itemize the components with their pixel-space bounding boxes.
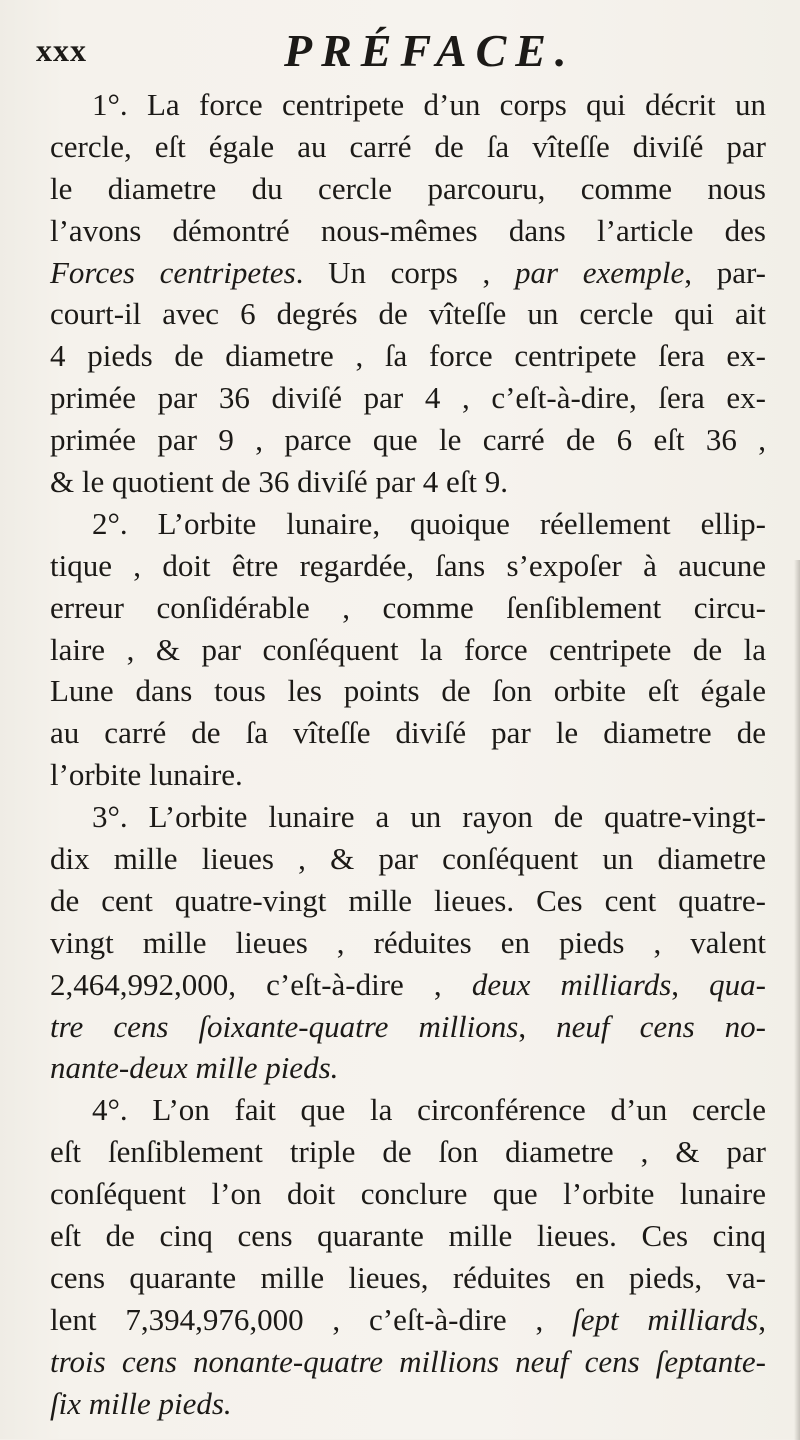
text-line	[50, 670, 766, 712]
text-line	[50, 1006, 766, 1048]
text-segment: Lune dans tous les points de ſon orbite eſt égale	[50, 673, 766, 709]
text-line	[50, 1341, 766, 1383]
italic-text: qua-	[709, 966, 766, 1002]
text-segment: ,	[671, 966, 710, 1002]
text-line	[50, 1383, 766, 1425]
italic-text: ſept milliards	[572, 1301, 759, 1337]
text-line	[50, 210, 766, 252]
text-segment: l’orbite lunaire.	[50, 757, 243, 793]
text-line	[50, 293, 766, 335]
text-line	[50, 545, 766, 587]
page-edge-shadow	[794, 560, 800, 1440]
text-segment: eſt ſenſiblement triple de ſon diametre , & par	[50, 1134, 766, 1170]
text-line	[50, 880, 766, 922]
running-head	[36, 18, 764, 78]
text-segment: au carré de ſa vîteſſe diviſé par le diametre de	[50, 715, 766, 751]
text-line	[50, 629, 766, 671]
text-line	[50, 838, 766, 880]
text-segment: tique , doit être regardée, ſans s’expoſer à aucune	[50, 547, 766, 583]
page-title: PRÉFACE.	[284, 25, 576, 76]
text-line	[50, 461, 766, 503]
text-segment: laire , & par conſéquent la force centripete de la	[50, 631, 766, 667]
text-segment: vingt mille lieues , réduites en pieds , valent	[50, 924, 766, 960]
text-segment: conſéquent l’on doit conclure que l’orbite lunaire	[50, 1176, 766, 1212]
italic-text: nante-deux mille pieds.	[50, 1050, 339, 1086]
text-line	[50, 922, 766, 964]
text-line	[50, 1257, 766, 1299]
text-segment: , par-	[684, 254, 766, 290]
text-segment: dix mille lieues , & par conſéquent un diametre	[50, 841, 766, 877]
text-segment: eſt de cinq cens quarante mille lieues. Ces cinq	[50, 1218, 766, 1254]
text-segment: primée par 9 , parce que le carré de 6 eſt 36 ,	[50, 422, 766, 458]
text-line	[50, 587, 766, 629]
text-segment: 4°. L’on fait que la circonférence d’un cercle	[92, 1092, 766, 1128]
text-line	[50, 712, 766, 754]
text-segment: . Un corps ,	[295, 254, 515, 290]
text-line	[50, 419, 766, 461]
text-line	[50, 964, 766, 1006]
italic-text: par exemple	[514, 254, 685, 290]
text-line	[50, 1089, 766, 1131]
italic-text: deux milliards	[471, 966, 672, 1002]
text-segment: le diametre du cercle parcouru, comme nous	[50, 170, 766, 206]
text-segment: ,	[758, 1301, 766, 1337]
text-line	[50, 126, 766, 168]
text-segment: 3°. L’orbite lunaire a un rayon de quatre-vingt-	[92, 799, 766, 835]
text-segment: 4 pieds de diametre , ſa force centripete ſera ex-	[50, 338, 766, 374]
text-line	[50, 503, 766, 545]
text-segment: 1°. La force centripete d’un corps qui décrit un	[92, 87, 766, 122]
text-line	[50, 1215, 766, 1257]
text-segment: 2°. L’orbite lunaire, quoique réellement ellip-	[92, 505, 766, 541]
text-segment: cercle, eſt égale au carré de ſa vîteſſe diviſé par	[50, 128, 766, 164]
text-segment: 2,464,992,000, c’eſt-à-dire ,	[50, 966, 472, 1002]
text-segment: lent 7,394,976,000 , c’eſt-à-dire ,	[50, 1301, 573, 1337]
text-line	[50, 1047, 766, 1089]
page-number: xxx	[36, 32, 87, 68]
text-segment: & le quotient de 36 diviſé par 4 eſt 9.	[50, 464, 509, 500]
text-line	[50, 1131, 766, 1173]
text-segment: ,	[518, 1008, 557, 1044]
text-segment: court-il avec 6 degrés de vîteſſe un cercle qui ait	[50, 296, 766, 332]
text-line	[50, 168, 766, 210]
text-line	[50, 796, 766, 838]
text-segment: cens quarante mille lieues, réduites en pieds, va-	[50, 1259, 766, 1295]
text-line	[50, 1299, 766, 1341]
text-segment: l’avons démontré nous-mêmes dans l’article des	[50, 212, 766, 248]
text-line	[50, 754, 766, 796]
italic-text: tre cens ſoixante-quatre millions	[50, 1008, 519, 1044]
text-segment: de cent quatre-vingt mille lieues. Ces cent quatre-	[50, 882, 766, 918]
text-line	[50, 252, 766, 294]
text-line	[50, 335, 766, 377]
text-segment: erreur conſidérable , comme ſenſiblement circu-	[50, 589, 766, 625]
body-text	[50, 84, 766, 1425]
italic-text: Forces centripetes	[50, 254, 296, 290]
italic-text: neuf cens no-	[556, 1008, 767, 1044]
text-line	[50, 84, 766, 126]
text-segment: primée par 36 diviſé par 4 , c’eſt-à-dire, ſera ex-	[50, 380, 766, 416]
text-line	[50, 1173, 766, 1215]
italic-text: ſix mille pieds.	[50, 1385, 232, 1421]
text-line	[50, 377, 766, 419]
italic-text: trois cens nonante-quatre millions neuf cens ſeptante-	[50, 1343, 766, 1379]
